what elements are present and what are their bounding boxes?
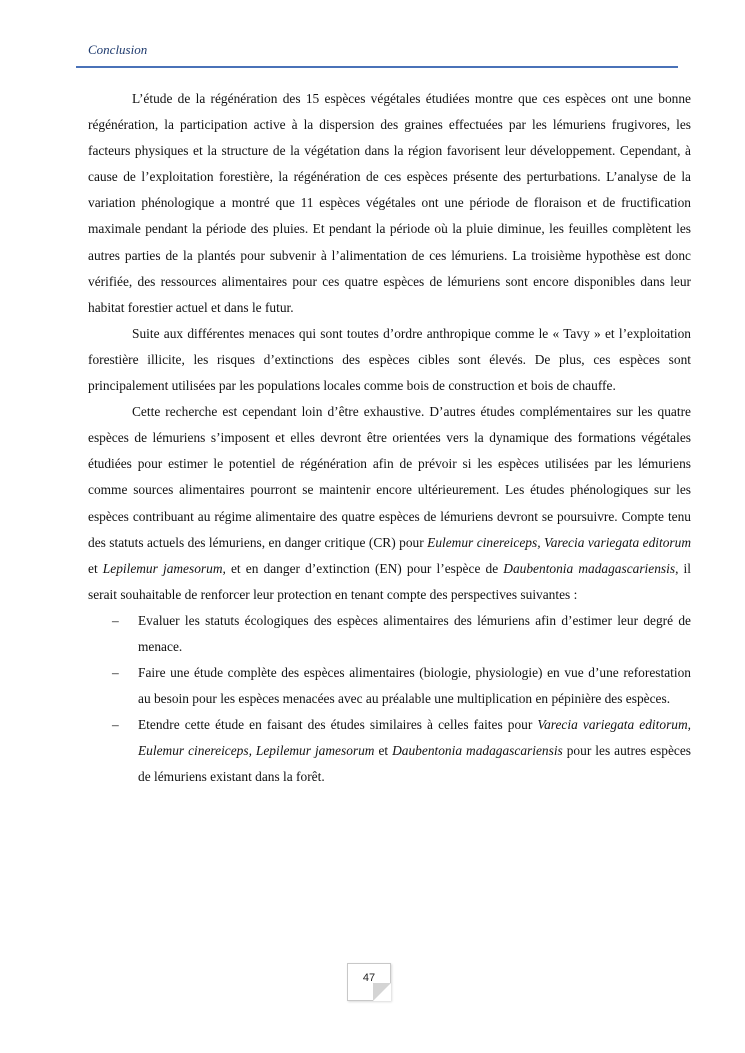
running-header: Conclusion (88, 42, 148, 57)
b3-text-2: et (374, 743, 393, 759)
paragraph-2: Suite aux différentes menaces qui sont toutes d’ordre anthropique comme le « Tavy » et l’exploitation forestière illicite, les risques d’extinctions des espèces cibles sont élevés. De plus, ces espèces sont principalement utilisées par les populations locales comme bois de construction et bois de chauffe. (88, 325, 691, 394)
p3-text-1: Cette recherche est cependant loin d’être exhaustive. D’autres études complémentaires sur les quatre espèces de lémuriens s’imposent et elles devront être orientées vers la dynamique des formations végétales étudiées pour estimer le potentiel de régénération afin de prévoir si les espèces utilisées par les lémuriens comme sources alimentaires pourront se maintenir encore ultérieurement. Les études phénologiques sur les espèces contribuant au régime alimentaire des quatre espèces de lémuriens devront se poursuivre. Compte tenu des statuts actuels des lémuriens, en danger critique (CR) pour (88, 404, 691, 550)
b3-text-3: pour les autres espèces de lémuriens existant dans la forêt. (138, 743, 691, 785)
b3-text-1: Etendre cette étude en faisant des études similaires à celles faites pour (138, 717, 538, 733)
p3-species-1: Eulemur cinereiceps, Varecia variegata editorum (427, 534, 691, 550)
dash-bullet: – (112, 665, 119, 681)
paragraph-1: L’étude de la régénération des 15 espèces végétales étudiées montre que ces espèces ont une bonne régénération, la participation active à la dispersion des graines effectuées par les lémuriens frugivores, les facteurs physiques et la structure de la végétation dans la région favorisent leur développement. Cependant, à cause de l’exploitation forestière, la régénération de ces espèces présente des perturbations. L’analyse de la variation phénologique a montré que 11 espèces végétales ont une période de floraison et de fructification maximale pendant la période des pluies. Et pendant la période où la pluie diminue, les feuilles complètent les autres parties de la plantés pour subvenir à l’alimentation de ces lémuriens. La troisième hypothèse est donc vérifiée, des ressources alimentaires pour ces quatre espèces de lémuriens sont encore disponibles dans leur habitat forestier actuel et dans le futur. (88, 91, 691, 315)
p3-text-4: , il serait souhaitable de renforcer leur protection en tenant compte des perspectives suivantes : (88, 560, 691, 602)
page-number: 47 (362, 972, 376, 984)
list-item (88, 712, 691, 790)
paragraph-3 (88, 399, 691, 608)
p3-text-2: et (88, 560, 103, 576)
p3-species-2: Lepilemur jamesorum, (102, 560, 226, 576)
page-fold-corner (373, 983, 391, 1001)
header-rule (76, 66, 678, 68)
bullet-2-text: Faire une étude complète des espèces alimentaires (biologie, physiologie) en vue d’une reforestation au besoin pour les espèces menacées avec au préalable une multiplication en pépinière des espèces. (138, 665, 691, 707)
p3-species-3: Daubentonia madagascariensis (503, 560, 676, 576)
page-number-box (347, 963, 391, 1001)
bullet-1-text: Evaluer les statuts écologiques des espèces alimentaires des lémuriens afin d’estimer leur degré de menace. (138, 612, 691, 654)
perspectives-list (88, 608, 691, 791)
list-item (88, 608, 691, 660)
dash-bullet: – (112, 612, 119, 628)
b3-species-1: Varecia variegata editorum, Eulemur cinereiceps, Lepilemur jamesorum (138, 717, 691, 759)
p3-text-3: et en danger d’extinction (EN) pour l’espèce de (225, 560, 504, 576)
b3-species-2: Daubentonia madagascariensis (392, 743, 563, 759)
dash-bullet: – (112, 717, 119, 733)
body-text (88, 86, 691, 791)
list-item (88, 660, 691, 712)
